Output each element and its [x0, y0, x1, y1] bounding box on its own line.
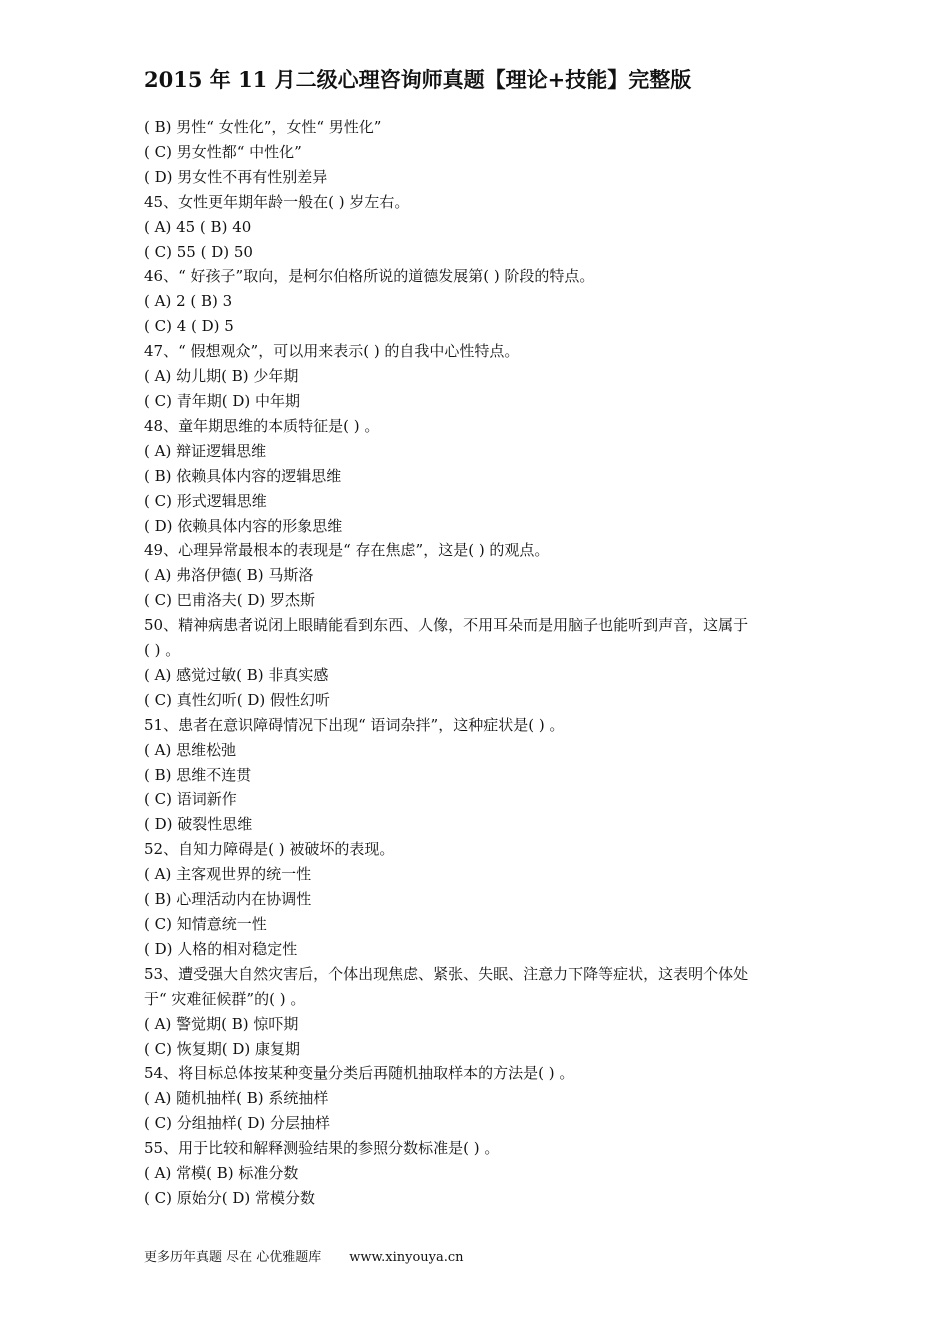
- question-47: 47、“ 假想观众”，可以用来表示( ) 的自我中心性特点。: [144, 342, 520, 361]
- question-54: 54、将目标总体按某种变量分类后再随机抽取样本的方法是( ) 。: [144, 1064, 575, 1083]
- text-line: ( C) 男女性都“ 中性化”: [144, 142, 302, 161]
- text-line: ( C) 原始分( D) 常模分数: [144, 1188, 315, 1207]
- text-line: ( C) 4 ( D) 5: [144, 317, 234, 336]
- question-52: 52、自知力障碍是( ) 被破坏的表现。: [144, 840, 395, 859]
- text-line: ( B) 依赖具体内容的逻辑思维: [144, 466, 342, 485]
- text-line: ( D) 男女性不再有性别差异: [144, 167, 328, 186]
- text-line: ( A) 弗洛伊德( B) 马斯洛: [144, 566, 314, 585]
- text-line: ( A) 辩证逻辑思维: [144, 441, 267, 460]
- text-line: ( C) 知情意统一性: [144, 915, 267, 933]
- question-content: [144, 115, 814, 1211]
- text-line: ( A) 思维松弛: [144, 740, 237, 759]
- text-line: ( D) 依赖具体内容的形象思维: [144, 516, 343, 535]
- text-line: ( A) 2 ( B) 3: [144, 292, 233, 311]
- footer-url: www.xinyouya.cn: [349, 1250, 464, 1265]
- question-46: 46、“ 好孩子”取向，是柯尔伯格所说的道德发展第( ) 阶段的特点。: [144, 267, 595, 286]
- text-line: ( B) 思维不连贯: [144, 765, 252, 784]
- text-line: ( C) 55 ( D) 50: [144, 242, 253, 261]
- text-line: ( B) 心理活动内在协调性: [144, 890, 312, 909]
- question-55: 55、用于比较和解释测验结果的参照分数标准是( ) 。: [144, 1139, 500, 1158]
- text-line: ( C) 青年期( D) 中年期: [144, 391, 300, 410]
- text-line: 于“ 灾难征候群”的( ) 。: [144, 989, 306, 1008]
- text-line: ( D) 人格的相对稳定性: [144, 939, 298, 958]
- text-line: ( B) 男性“ 女性化”，女性“ 男性化”: [144, 118, 382, 136]
- page-title: 2015 年 11 月二级心理咨询师真题【理论+技能】完整版: [144, 67, 692, 92]
- text-line: ( A) 主客观世界的统一性: [144, 865, 312, 884]
- text-line: ( C) 语词新作: [144, 790, 237, 809]
- footer-text: 更多历年真题 尽在 心优雅题库: [144, 1250, 322, 1265]
- text-line: ( C) 巴甫洛夫( D) 罗杰斯: [144, 591, 315, 610]
- question-48: 48、童年期思维的本质特征是( ) 。: [144, 416, 380, 435]
- question-51: 51、患者在意识障碍情况下出现“ 语词杂拌”，这种症状是( ) 。: [144, 715, 565, 734]
- question-53: 53、遭受强大自然灾害后，个体出现焦虑、紧张、失眠、注意力下降等症状，这表明个体处: [144, 964, 749, 983]
- text-line: ( A) 45 ( B) 40: [144, 217, 252, 236]
- question-45: 45、女性更年期年龄一般在( ) 岁左右。: [144, 192, 410, 211]
- text-line: ( C) 分组抽样( D) 分层抽样: [144, 1114, 330, 1133]
- text-line: ( ) 。: [144, 641, 181, 660]
- text-line: ( C) 恢复期( D) 康复期: [144, 1039, 300, 1058]
- text-line: ( C) 真性幻听( D) 假性幻听: [144, 690, 330, 709]
- text-line: ( A) 幼儿期( B) 少年期: [144, 367, 299, 386]
- text-line: ( A) 随机抽样( B) 系统抽样: [144, 1089, 329, 1108]
- text-line: ( A) 警觉期( B) 惊吓期: [144, 1014, 299, 1033]
- page-footer: [144, 1246, 464, 1265]
- question-49: 49、心理异常最根本的表现是“ 存在焦虑”，这是( ) 的观点。: [144, 541, 550, 560]
- text-line: ( A) 感觉过敏( B) 非真实感: [144, 665, 329, 684]
- text-line: ( D) 破裂性思维: [144, 815, 253, 834]
- text-line: ( C) 形式逻辑思维: [144, 491, 267, 510]
- question-50: 50、精神病患者说闭上眼睛能看到东西、人像，不用耳朵而是用脑子也能听到声音，这属于: [144, 616, 749, 635]
- text-line: ( A) 常模( B) 标准分数: [144, 1164, 299, 1183]
